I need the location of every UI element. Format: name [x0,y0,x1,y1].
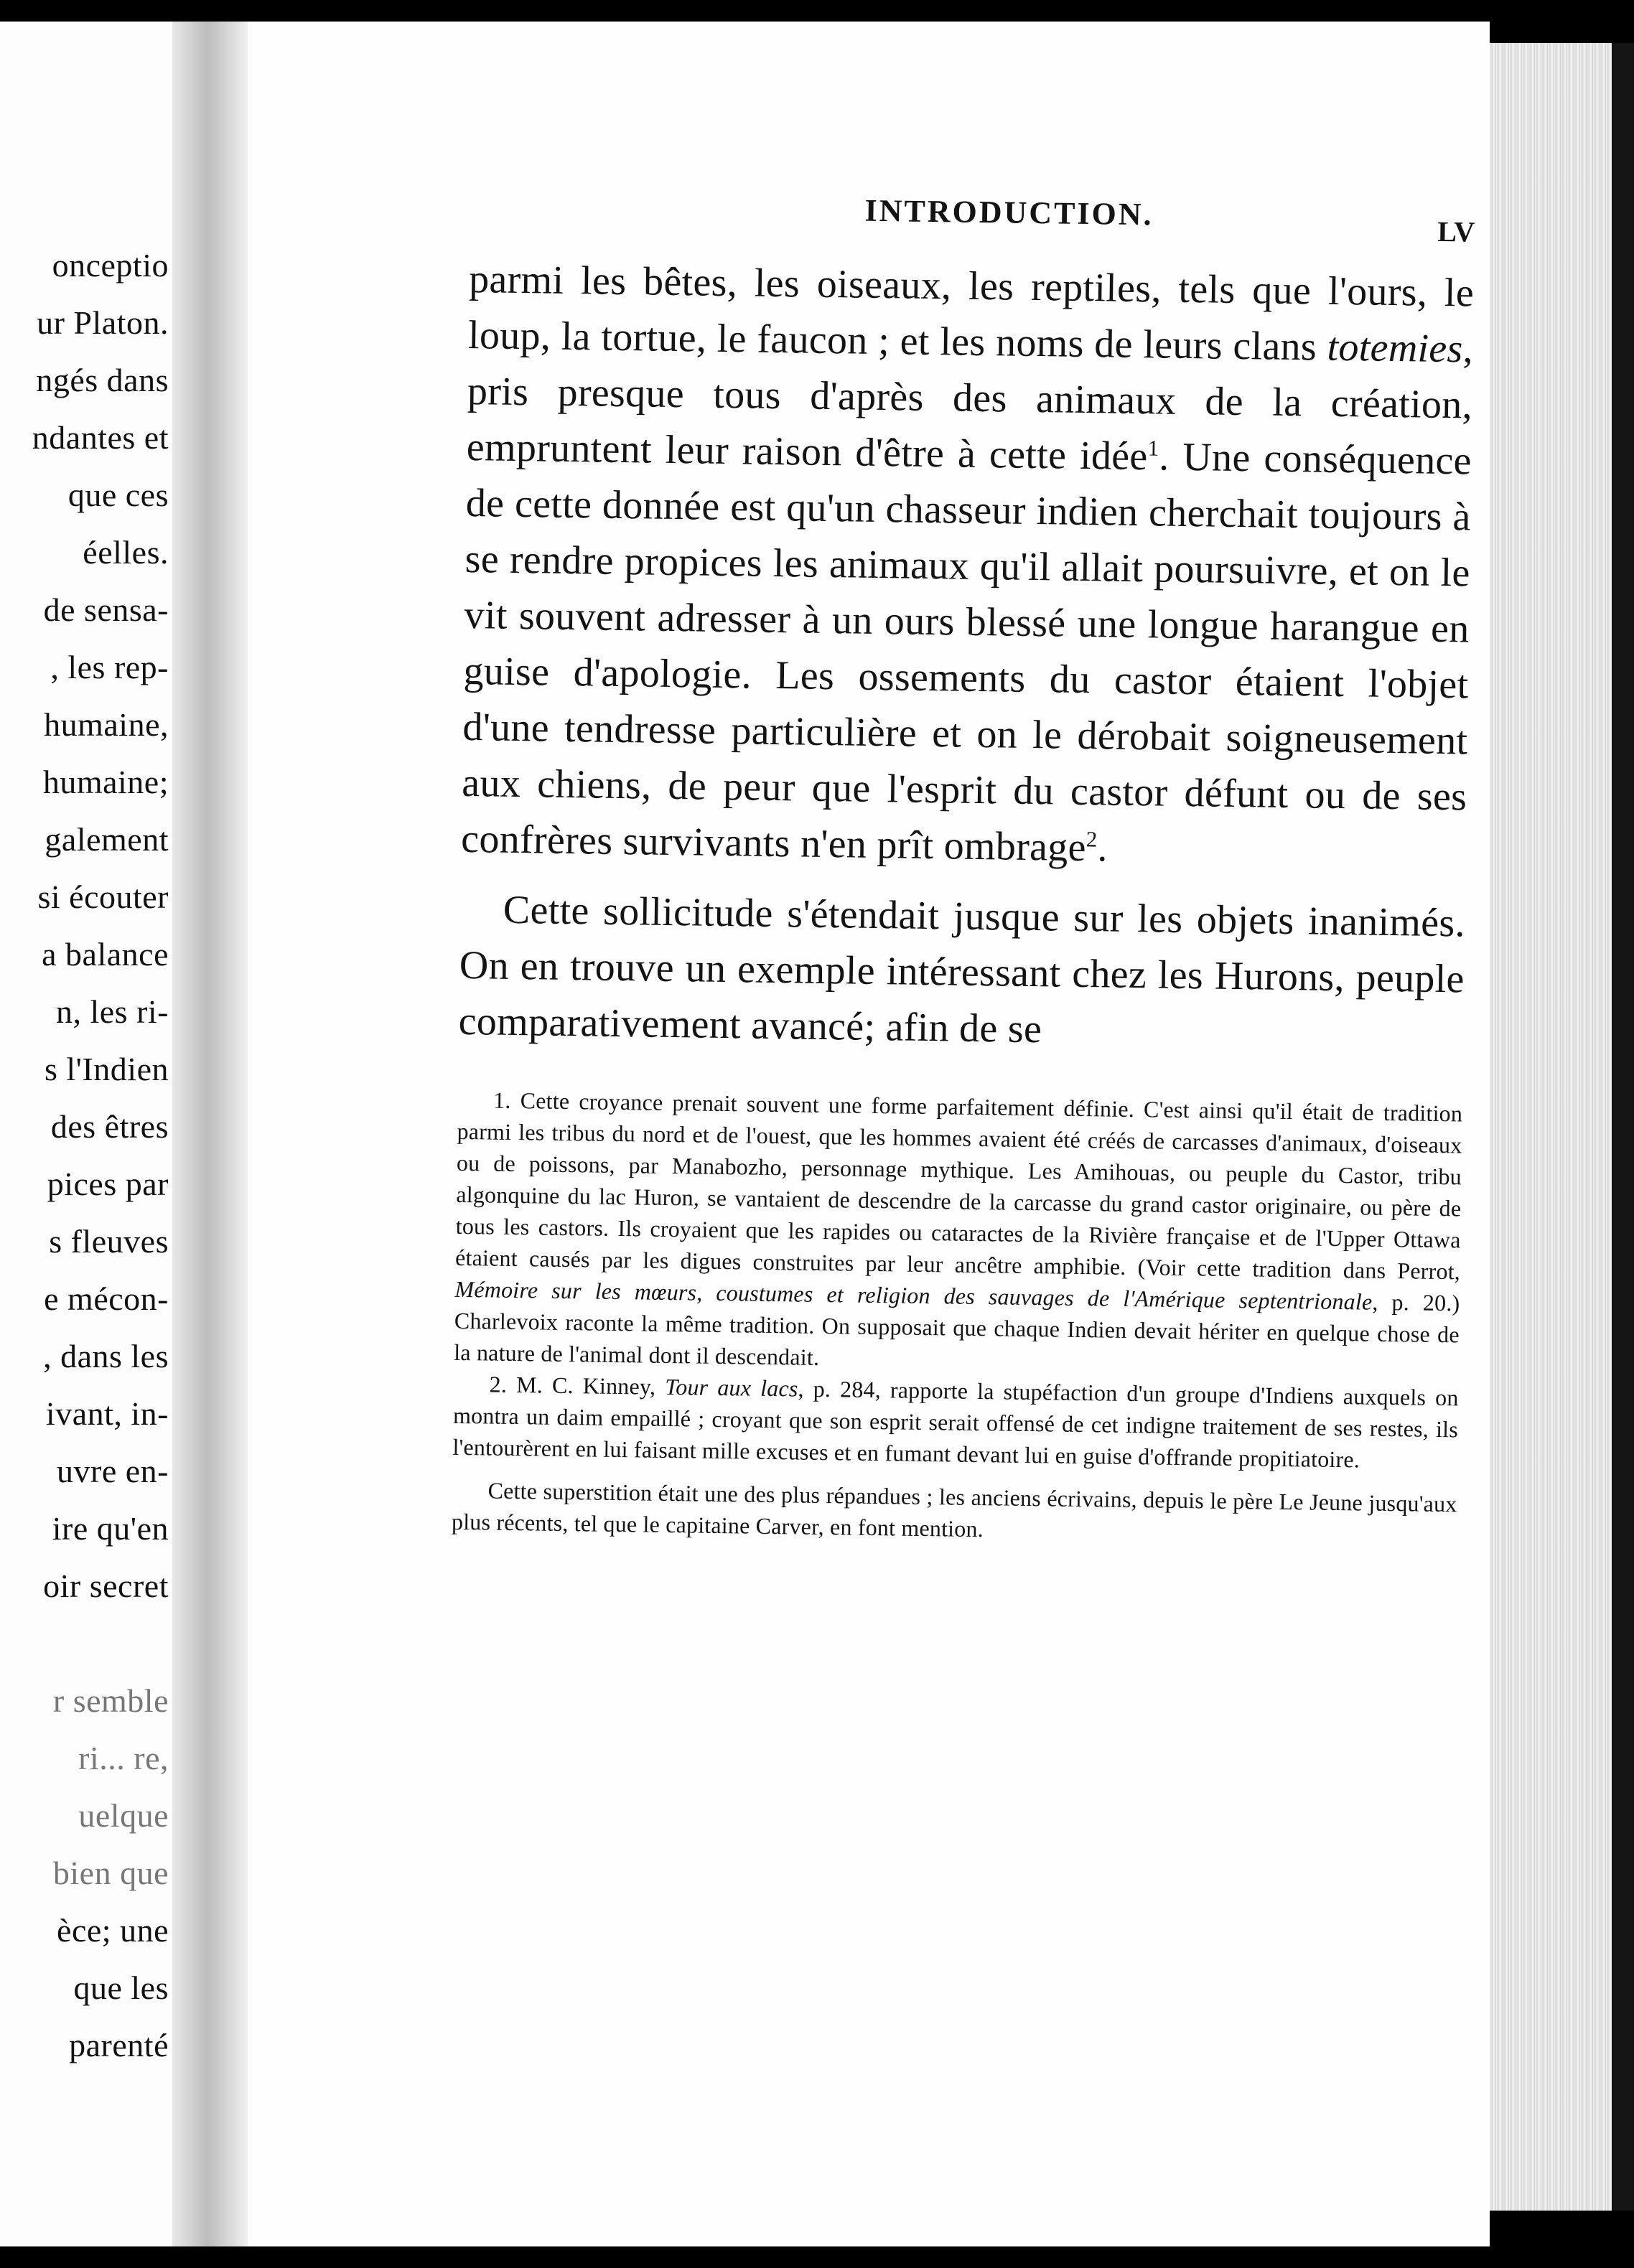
body-text [458,251,1474,1063]
left-page-line: si écouter [37,878,169,915]
footnote-2: 2. M. C. Kinney, Tour aux lacs, p. 284, rapporte la stupéfaction d'un groupe d'Indiens auxquels on montra un daim empaillé ; croyant que son esprit serait offensé de cet indigne traitement de ses restes, ils l'entourèrent en lui faisant mille excuses et en fumant devant lui en guise d'offrande propitiatoire. [452,1371,1459,1473]
left-page-line: bien que [52,1855,169,1891]
left-page-line: r semble [52,1682,169,1719]
left-page-line: uelque [78,1797,169,1834]
left-page-line: , les rep- [50,649,169,685]
left-page-line: galement [45,821,169,858]
left-page-line: ngés dans [36,362,169,398]
footnote-ref-1: 1 [1147,436,1159,461]
left-page-line: humaine, [44,706,169,743]
left-page-line: uvre en- [57,1453,169,1489]
left-page-line: oir secret [43,1568,169,1604]
left-page-line [0,1615,169,1672]
running-head-title: INTRODUCTION. [864,192,1154,233]
italic-term: totemies [1327,324,1464,372]
left-page-line: èce; une [57,1912,169,1949]
footnote-continuation: Cette superstition était une des plus répandues ; les anciens écrivains, depuis le père Le Jeune jusqu'aux plus récents, tel que le capitaine Carver, en font mention. [451,1477,1457,1542]
left-facing-page [0,22,176,2246]
left-page-line: ire qu'en [52,1510,169,1547]
left-page-text [0,237,169,2074]
left-page-line: de sensa- [43,591,169,628]
left-page-line: ri... re, [78,1740,169,1776]
scan-border [1612,43,1634,2211]
left-page-line: humaine; [42,764,169,800]
left-page-line: , dans les [43,1338,169,1374]
left-page-line: e mécon- [44,1280,169,1317]
left-page-line: que ces [67,477,169,513]
left-page-line: a balance [42,936,169,973]
left-page-line: pices par [47,1166,169,1202]
left-page-line: ur Platon. [37,304,169,341]
page-block-edge [1490,43,1612,2211]
footnote-ref-2: 2 [1086,827,1098,852]
footnote-1: 1. Cette croyance prenait souvent une forme parfaitement définie. C'est ainsi qu'il était de tradition parmi les tribus du nord et de l'ouest, que les hommes avaient été créés de carcasses d'animaux, d'oiseaux ou de poissons, par Manabozho, personnage mythique. Les Amihouas, ou peuple du Castor, tribu algonquine du lac Huron, se vantaient de descendre de la carcasse du grand castor originaire, ou père de tous les castors. Ils croyaient que les rapides ou cataractes de la Rivière française et de l'Upper Ottawa étaient causés par les digues construites par leur ancêtre amphibie. (Voir cette tradition dans Perrot, Mémoire sur les mœurs, coustumes et religion des sauvages de l'Amérique septentrionale, p. 20.) Charlevoix raconte la même tradition. On supposait que chaque Indien devait hériter en quelque chose de la nature de l'animal dont il descendait. [454,1087,1463,1370]
left-page-line: s fleuves [49,1223,169,1260]
left-page-line: parenté [69,2027,169,2063]
paragraph-1: parmi les bêtes, les oiseaux, les reptiles, tels que l'ours, le loup, la tortue, le faucon ; et les noms de leurs clans totemies, pris presque tous d'après des animaux de la création, empruntent leur raison d'être à cette idée$^1$. Une conséquence de cette donnée est qu'un chasseur indien cherchait toujours à se rendre propices les animaux qu'il allait poursuivre, et on le vit souvent adresser à un ours blessé une longue harangue en guise d'apologie. Les ossements du castor étaient l'objet d'une tendresse particulière et on le dérobait soigneusement aux chiens, de peur que l'esprit du castor défunt ou de ses confrères survivants n'en prît ombrage$^2$. [460,256,1475,871]
left-page-line: que les [73,1969,169,2006]
page-number: LV [1437,215,1475,248]
left-page-line: s l'Indien [45,1051,169,1087]
left-page-line: éelles. [83,534,169,571]
book-gutter [172,22,251,2246]
page-content [452,187,1475,1551]
left-page-line: ivant, in- [45,1395,169,1432]
left-page-line: des êtres [50,1108,169,1145]
footnotes [452,1084,1463,1551]
left-page-line: n, les ri- [55,993,169,1030]
paragraph-2: Cette sollicitude s'étendait jusque sur les objets inanimés. On en trouve un exemple intéressant chez les Hurons, peuple comparativement avancé; afin de se [458,887,1466,1052]
left-page-line: ndantes et [32,419,169,456]
left-page-line: onceptio [52,247,169,284]
right-page [248,22,1490,2246]
